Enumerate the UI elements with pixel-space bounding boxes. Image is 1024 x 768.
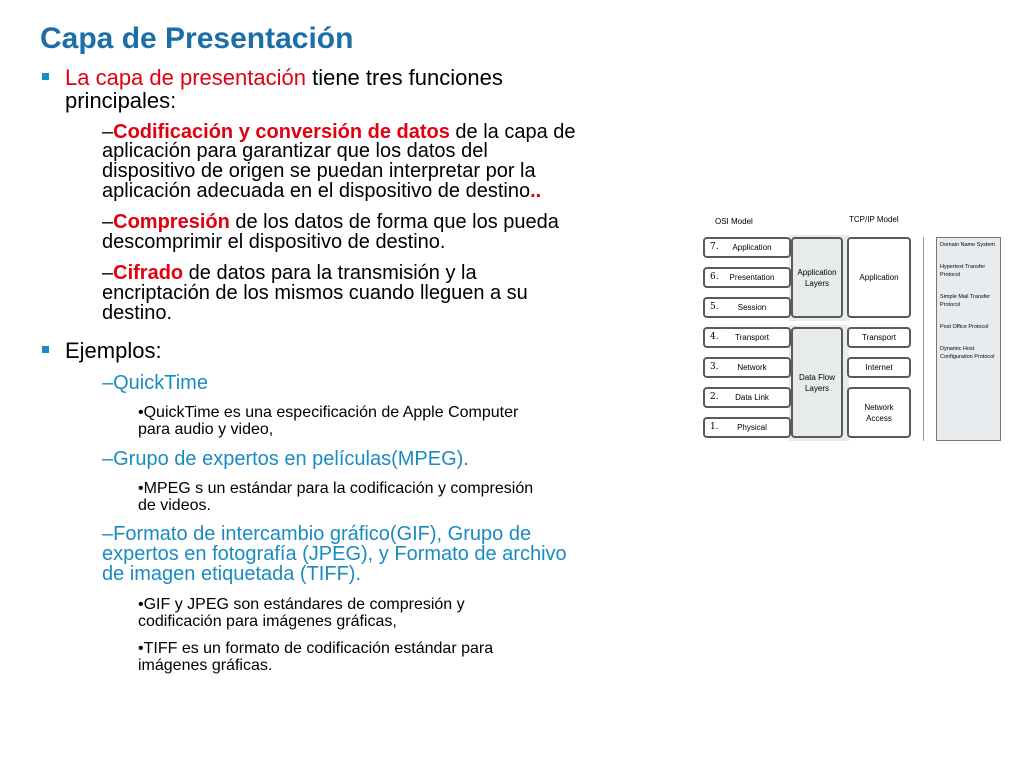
protocol-dhcp: Dynamic Host Configuration Protocol bbox=[940, 346, 995, 360]
function-3-line-2: encriptación de los mismos cuando lleguen a su bbox=[102, 282, 528, 304]
function-2-term: Compresión bbox=[113, 211, 230, 233]
osi-layer-6: 6. Presentation bbox=[703, 267, 791, 288]
tcpip-network-access-layer: Network Access bbox=[847, 387, 911, 438]
gif-desc-line-2: codificación para imágenes gráficas, bbox=[138, 613, 397, 630]
mpeg-desc-line-1: •MPEG s un estándar para la codificación y compresión bbox=[138, 480, 534, 497]
function-1-text-1: de la capa de bbox=[449, 121, 576, 143]
bullet-square-icon bbox=[42, 73, 49, 80]
osi-layer-4: 4. Transport bbox=[703, 327, 791, 348]
quicktime-desc-line-1: •QuickTime es una especificación de Apple Computer bbox=[138, 404, 519, 421]
protocol-list bbox=[936, 237, 1001, 441]
function-3-text-1: de datos para la transmisión y la bbox=[183, 262, 477, 284]
protocol-http: Hypertext Transfer Protocol bbox=[940, 264, 986, 278]
slide-title: Capa de Presentación bbox=[40, 22, 354, 55]
function-1-line-3: dispositivo de origen se puedan interpretar por la bbox=[102, 160, 536, 182]
bullet-1-line-2: principales: bbox=[65, 88, 177, 113]
osi-layer-label: Session bbox=[737, 303, 767, 312]
example-gif-line-1: –Formato de intercambio gráfico(GIF), Grupo de bbox=[102, 523, 532, 545]
osi-layer-label: Presentation bbox=[729, 273, 775, 282]
example-mpeg: –Grupo de expertos en películas(MPEG). bbox=[102, 448, 469, 470]
osi-layer-label: Data Link bbox=[735, 393, 769, 402]
bullet-1-rest: tiene tres funciones bbox=[305, 65, 503, 90]
protocol-dns: Domain Name System bbox=[940, 242, 996, 248]
bullet-2-examples: Ejemplos: bbox=[65, 338, 162, 363]
example-gif-line-2: expertos en fotografía (JPEG), y Formato de archivo bbox=[102, 543, 567, 565]
example-gif-line-3: de imagen etiquetada (TIFF). bbox=[102, 563, 362, 585]
tiff-desc-line-1: •TIFF es un formato de codificación estándar para bbox=[138, 640, 494, 657]
data-flow-layers-group: Data Flow Layers bbox=[791, 327, 843, 438]
mpeg-desc-line-2: de videos. bbox=[138, 497, 211, 514]
tiff-desc-line-2: imágenes gráficas. bbox=[138, 657, 273, 674]
bullet-1-line-1 bbox=[65, 67, 503, 89]
function-3-term: Cifrado bbox=[113, 262, 184, 284]
function-1-term: Codificación y conversión de datos bbox=[113, 121, 450, 143]
function-1-text-4: aplicación adecuada en el dispositivo de destino bbox=[102, 180, 531, 202]
tcpip-model-header: TCP/IP Model bbox=[849, 215, 899, 224]
example-quicktime: –QuickTime bbox=[102, 372, 208, 394]
osi-model-header: OSI Model bbox=[715, 217, 753, 226]
function-2-line-2: descomprimir el dispositivo de destino. bbox=[102, 231, 446, 253]
function-1-line-2: aplicación para garantizar que los datos del bbox=[102, 140, 488, 162]
osi-layer-2: 2. Data Link bbox=[703, 387, 791, 408]
tcpip-internet-layer: Internet bbox=[847, 357, 911, 378]
protocol-pop: Post Office Protocol bbox=[940, 324, 989, 330]
osi-layer-label: Transport bbox=[735, 333, 769, 342]
function-2-text-1: de los datos de forma que los pueda bbox=[229, 211, 559, 233]
function-2-line-1: –Compresión de los datos de forma que los pueda bbox=[102, 211, 559, 233]
function-3-line-3: destino. bbox=[102, 302, 173, 324]
osi-layer-1: 1. Physical bbox=[703, 417, 791, 438]
osi-tcpip-diagram bbox=[703, 210, 1006, 448]
function-1-line-1: –Codificación y conversión de datos de la capa de bbox=[102, 121, 576, 143]
tcpip-transport-layer: Transport bbox=[847, 327, 911, 348]
presentation-layer-highlight: La capa de presentación bbox=[65, 65, 306, 90]
quicktime-desc-line-2: para audio y video, bbox=[138, 421, 274, 438]
tcpip-application-layer: Application bbox=[847, 237, 911, 318]
protocol-smtp: Simple Mail Transfer Protocol bbox=[940, 294, 991, 308]
osi-layer-5: 5. Session bbox=[703, 297, 791, 318]
function-1-line-4 bbox=[102, 181, 541, 201]
application-layers-group: Application Layers bbox=[791, 237, 843, 318]
osi-layer-label: Application bbox=[732, 243, 772, 252]
function-3-line-1: –Cifrado de datos para la transmisión y la bbox=[102, 262, 477, 284]
osi-layer-7: 7. Application bbox=[703, 237, 791, 258]
bullet-square-icon bbox=[42, 346, 49, 353]
gif-desc-line-1: •GIF y JPEG son estándares de compresión y bbox=[138, 596, 465, 613]
osi-layer-label: Physical bbox=[737, 423, 767, 432]
function-1-end: .. bbox=[530, 180, 542, 202]
divider-line bbox=[923, 237, 924, 441]
osi-layer-label: Network bbox=[737, 363, 767, 372]
osi-layer-3: 3. Network bbox=[703, 357, 791, 378]
